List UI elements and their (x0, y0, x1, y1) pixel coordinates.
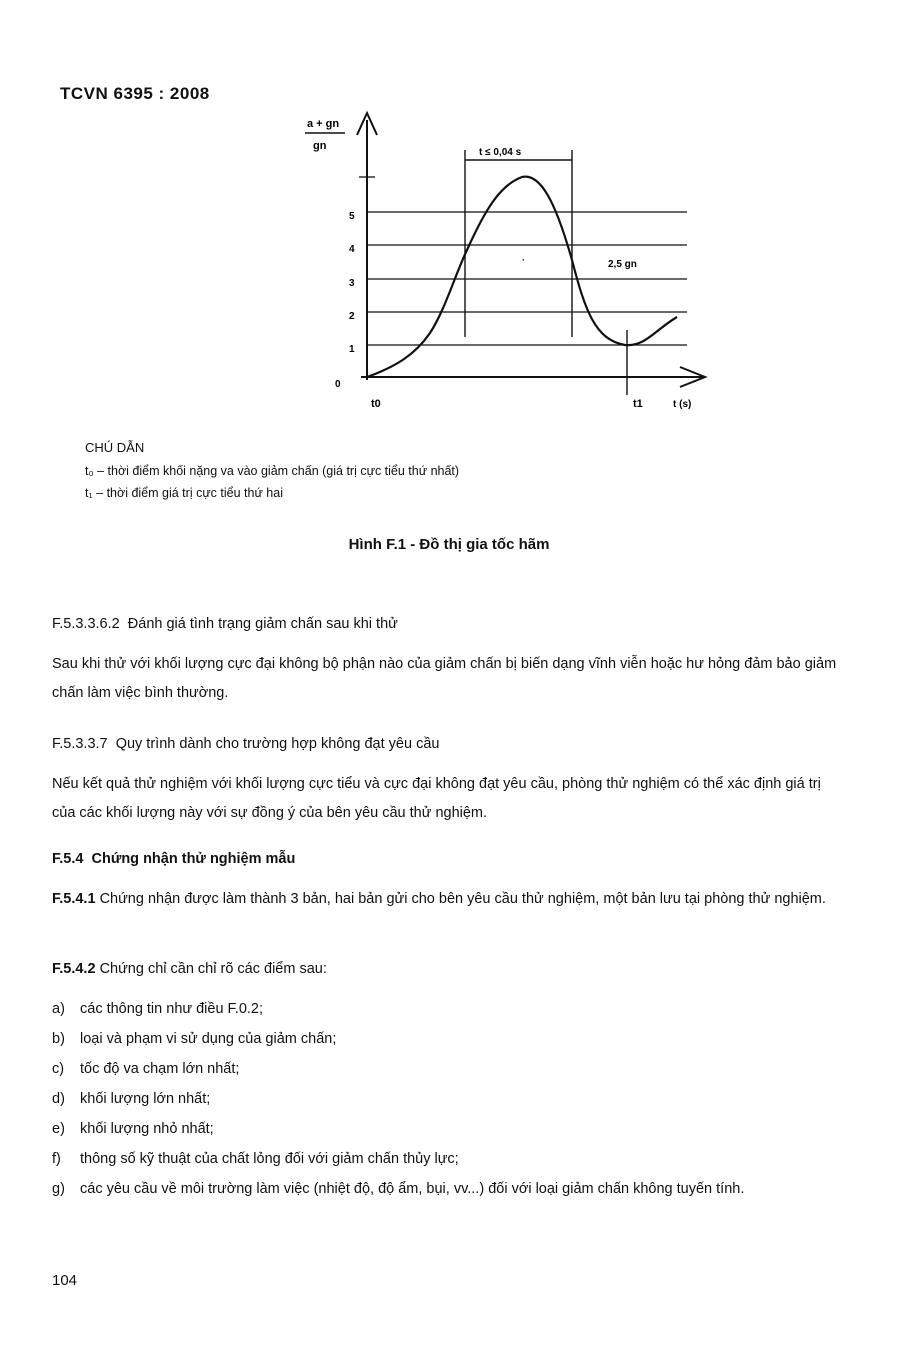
section-text: Chứng nhận được làm thành 3 bản, hai bản gửi cho bên yêu cầu thử nghiệm, một bản lưu tại phòng thử nghiệm. (99, 891, 826, 907)
list-item (52, 1175, 842, 1204)
list-text: thông số kỹ thuật của chất lỏng đối với giảm chấn thủy lực; (80, 1151, 459, 1167)
list-item (52, 1055, 842, 1084)
list-item (52, 1025, 842, 1054)
section-title: Quy trình dành cho trường hợp không đạt yêu cầu (115, 736, 440, 752)
list-label: c) (52, 1061, 65, 1077)
list-text: loại và phạm vi sử dụng của giảm chấn; (80, 1031, 337, 1047)
list-item (52, 1145, 842, 1174)
legend-line-t1: t₁ – thời điểm giá trị cực tiểu thứ hai (85, 486, 283, 500)
list-label: f) (52, 1151, 61, 1167)
interval-label: t ≤ 0,04 s (479, 147, 522, 158)
section-number: F.5.4.1 (52, 891, 96, 907)
legend-line-t0: t₀ – thời điểm khối nặng va vào giảm chấn (giá trị cực tiểu thứ nhất) (85, 464, 460, 478)
y-axis-label-top: a + gn (307, 118, 340, 130)
deceleration-curve (367, 177, 677, 377)
list-text: khối lượng lớn nhất; (80, 1091, 211, 1107)
section-title: Chứng nhận thử nghiệm mẫu (91, 851, 296, 867)
list-label: g) (52, 1181, 65, 1197)
y-tick-1: 1 (349, 344, 355, 355)
section-text: Chứng chỉ cần chỉ rõ các điểm sau: (99, 961, 327, 977)
x-axis-label: t (s) (673, 399, 692, 410)
list-text: các yêu cầu về môi trường làm việc (nhiệt độ, độ ẩm, bụi, vv...) đối với loại giảm chấn không tuyến tính. (80, 1181, 745, 1197)
list-label: e) (52, 1121, 65, 1137)
y-tick-0: 0 (335, 379, 341, 390)
section-number: F.5.4 (52, 851, 84, 867)
list-item (52, 995, 842, 1024)
section-heading-f5337 (52, 730, 842, 759)
section-number: F.5.4.2 (52, 961, 96, 977)
list-label: a) (52, 1001, 65, 1017)
list-item (52, 1115, 842, 1144)
y-tick-4: 4 (349, 244, 355, 255)
level-label: 2,5 gn (608, 259, 637, 270)
page-number: 104 (52, 1272, 78, 1289)
t0-label: t0 (371, 398, 381, 410)
y-tick-5: 5 (349, 211, 355, 222)
y-axis-label-bottom: gn (313, 140, 327, 152)
section-title: Đánh giá tình trạng giảm chấn sau khi thử (127, 616, 398, 632)
y-tick-3: 3 (349, 278, 355, 289)
section-number: F.5.3.3.6.2 (52, 616, 120, 632)
section-heading-f54 (52, 845, 842, 874)
deceleration-graph (295, 105, 725, 425)
list-text: khối lượng nhỏ nhất; (80, 1121, 214, 1137)
list-text: tốc độ va chạm lớn nhất; (80, 1061, 240, 1077)
center-dot: · (522, 255, 525, 265)
section-text-f53362: Sau khi thử với khối lượng cực đại không bộ phận nào của giảm chấn bị biến dạng vĩnh viễn hoặc hư hỏng đảm bảo giảm chấn làm việc bình thường. (52, 656, 837, 701)
list-item (52, 1085, 842, 1114)
section-f542 (52, 955, 842, 984)
list-label: d) (52, 1091, 65, 1107)
figure-caption: Hình F.1 - Đồ thị gia tốc hãm (348, 536, 550, 553)
list-text: các thông tin như điều F.0.2; (80, 1001, 264, 1017)
section-heading-f53362 (52, 610, 842, 639)
section-text-f5337: Nếu kết quả thử nghiệm với khối lượng cực tiểu và cực đại không đạt yêu cầu, phòng thử nghiệm có thể xác định giá trị của các khối lượng này với sự đồng ý của bên yêu cầu thử nghiệm. (52, 776, 821, 821)
standard-header: TCVN 6395 : 2008 (60, 84, 210, 103)
y-tick-2: 2 (349, 311, 355, 322)
t1-label: t1 (633, 398, 643, 410)
section-number: F.5.3.3.7 (52, 736, 108, 752)
list-label: b) (52, 1031, 65, 1047)
legend-title: CHÚ DẪN (85, 440, 145, 455)
section-f541 (52, 885, 842, 914)
